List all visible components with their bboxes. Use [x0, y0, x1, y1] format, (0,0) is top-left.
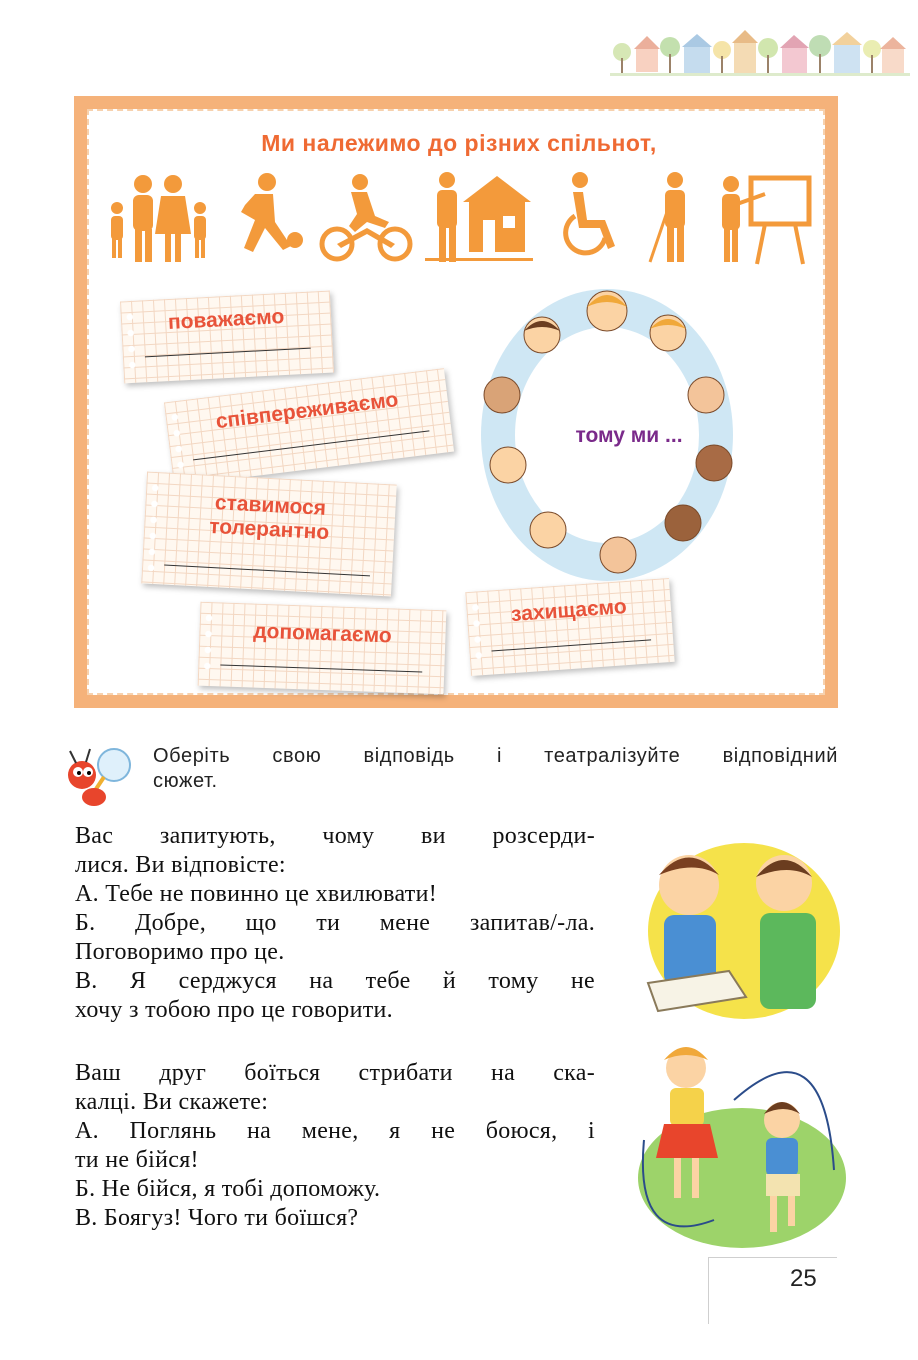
option-c: В. Я серджуся на тебе й тому не: [75, 968, 595, 994]
card-label: співпереживаємо: [214, 388, 400, 434]
football-player-icon: [241, 173, 303, 252]
option-a: А. Тебе не повинно це хвилювати!: [75, 881, 438, 907]
notebook-holes: [146, 480, 161, 576]
option-c-cont: хочу з тобою про це говорити.: [75, 997, 393, 1023]
option-c: В. Боягуз! Чого ти боїшся?: [75, 1205, 359, 1231]
card-help: [198, 602, 447, 695]
cyclist-icon: [322, 174, 410, 259]
option-a: А. Поглянь на мене, я не боюся, і: [75, 1118, 595, 1144]
task-instruction: [153, 744, 838, 794]
card-respect: [120, 291, 334, 384]
answer-line: [145, 348, 311, 358]
card-label: ставимося толерантно: [208, 491, 330, 545]
page-number: 25: [790, 1265, 817, 1292]
question-1-line: Вас запитують, чому ви розсерди-: [75, 823, 595, 849]
person-house-icon: [425, 172, 533, 262]
wheelchair-icon: [566, 172, 615, 253]
option-b: Б. Добре, що ти мене запитав/-ла.: [75, 910, 595, 936]
card-protect: [465, 578, 674, 676]
card-label: захищаємо: [510, 595, 628, 627]
question-1: [75, 822, 595, 1025]
boys-reading-illustration: [634, 835, 840, 1021]
instruction-line-2: сюжет.: [153, 770, 218, 792]
poster-title: Ми належимо до різних спільнот,: [261, 130, 657, 156]
option-b-cont: Поговоримо про це.: [75, 939, 285, 965]
question-1-line: лися. Ви відповісте:: [75, 852, 286, 878]
blind-person-icon: [650, 172, 685, 262]
community-icons: [105, 172, 815, 267]
option-b: Б. Не бійся, я тобі допоможу.: [75, 1176, 381, 1202]
option-a-cont: ти не бійся!: [75, 1147, 199, 1173]
answer-line: [491, 639, 651, 651]
teacher-board-icon: [722, 176, 809, 264]
answer-line: [164, 565, 370, 577]
page-number-box: [708, 1257, 837, 1324]
question-2: [75, 1059, 595, 1233]
family-icon: [111, 175, 206, 262]
answer-line: [220, 664, 422, 672]
card-label: допомагаємо: [252, 619, 393, 648]
card-label: поважаємо: [167, 304, 285, 335]
instruction-line-1: Оберіть свою відповідь і театралізуйте відповідний: [153, 745, 838, 767]
houses-illustration: [610, 22, 910, 78]
circle-caption: тому ми ...: [575, 424, 683, 447]
jump-rope-illustration: [624, 1040, 850, 1254]
question-2-line: калці. Ви скажете:: [75, 1089, 269, 1115]
ant-mascot-icon: [58, 745, 134, 815]
question-2-line: Ваш друг боїться стрибати на ска-: [75, 1060, 595, 1086]
card-tolerant: [141, 472, 397, 597]
answer-line: [193, 430, 429, 460]
